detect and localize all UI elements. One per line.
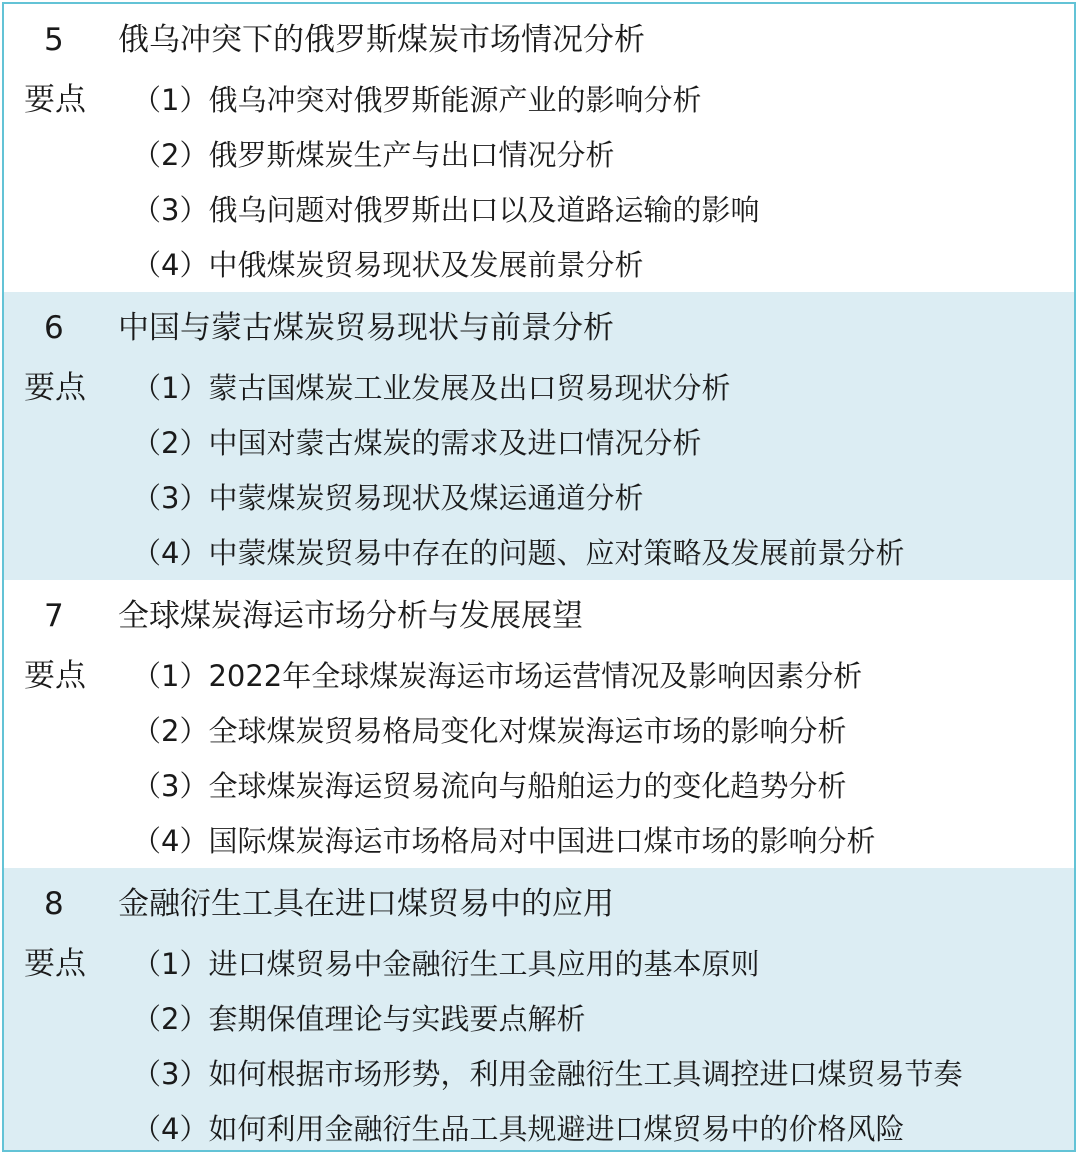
points-label: 要点 <box>24 946 86 982</box>
section-number: 6 <box>44 310 64 346</box>
agenda-table <box>2 2 1076 1152</box>
point-item: （4）中蒙煤炭贸易中存在的问题、应对策略及发展前景分析 <box>132 536 905 570</box>
point-item: （3）中蒙煤炭贸易现状及煤运通道分析 <box>132 481 644 515</box>
points-list <box>132 940 962 1152</box>
point-item: （2）套期保值理论与实践要点解析 <box>132 1002 586 1036</box>
points-label: 要点 <box>24 658 86 694</box>
point-item: （3）如何根据市场形势，利用金融衍生工具调控进口煤贸易节奏 <box>132 1057 963 1091</box>
point-item: （4）如何利用金融衍生品工具规避进口煤贸易中的价格风险 <box>132 1112 905 1146</box>
point-item: （2）全球煤炭贸易格局变化对煤炭海运市场的影响分析 <box>132 714 847 748</box>
points-list <box>132 652 875 872</box>
point-item: （1）进口煤贸易中金融衍生工具应用的基本原则 <box>132 947 760 981</box>
section-title: 全球煤炭海运市场分析与发展展望 <box>118 598 583 634</box>
section-number: 7 <box>44 598 64 634</box>
section-6 <box>4 292 1074 580</box>
section-8 <box>4 868 1074 1152</box>
section-number: 8 <box>44 886 64 922</box>
point-item: （4）国际煤炭海运市场格局对中国进口煤市场的影响分析 <box>132 824 876 858</box>
section-7 <box>4 580 1074 868</box>
points-list <box>132 76 759 296</box>
point-item: （4）中俄煤炭贸易现状及发展前景分析 <box>132 248 644 282</box>
point-item: （1）2022年全球煤炭海运市场运营情况及影响因素分析 <box>132 659 863 693</box>
point-item: （2）俄罗斯煤炭生产与出口情况分析 <box>132 138 615 172</box>
point-item: （1）蒙古国煤炭工业发展及出口贸易现状分析 <box>132 371 731 405</box>
point-item: （3）俄乌问题对俄罗斯出口以及道路运输的影响 <box>132 193 760 227</box>
point-item: （1）俄乌冲突对俄罗斯能源产业的影响分析 <box>132 83 702 117</box>
section-title: 俄乌冲突下的俄罗斯煤炭市场情况分析 <box>118 22 645 58</box>
section-5 <box>4 4 1074 292</box>
section-title: 中国与蒙古煤炭贸易现状与前景分析 <box>118 310 614 346</box>
section-number: 5 <box>44 22 64 58</box>
points-label: 要点 <box>24 370 86 406</box>
points-list <box>132 364 904 584</box>
points-label: 要点 <box>24 82 86 118</box>
section-title: 金融衍生工具在进口煤贸易中的应用 <box>118 886 614 922</box>
point-item: （2）中国对蒙古煤炭的需求及进口情况分析 <box>132 426 702 460</box>
point-item: （3）全球煤炭海运贸易流向与船舶运力的变化趋势分析 <box>132 769 847 803</box>
